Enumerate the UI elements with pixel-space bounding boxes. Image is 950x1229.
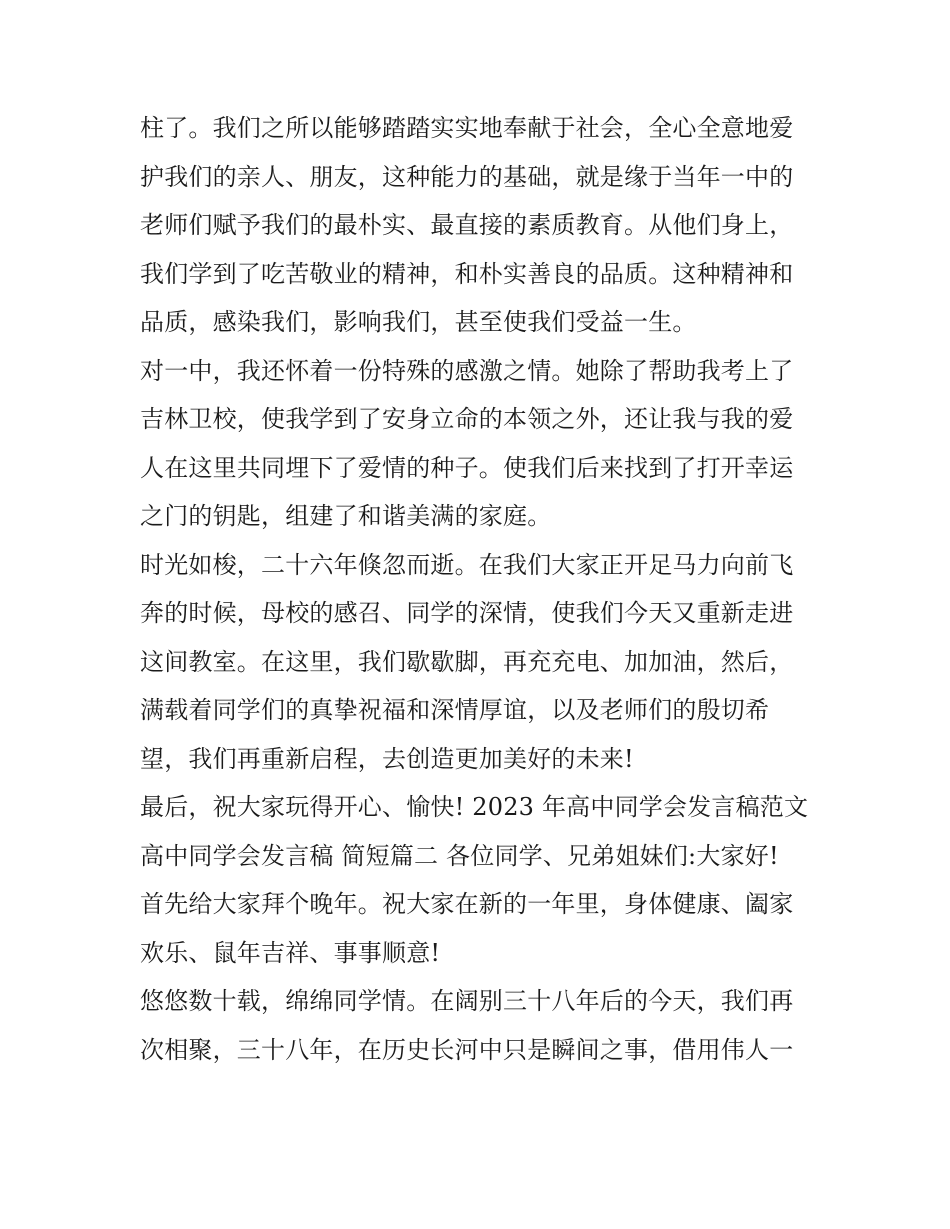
text-line: 这间教室。在这里，我们歇歇脚，再充充电、加加油，然后， (140, 647, 794, 676)
text-line: 满载着同学们的真挚祝福和深情厚谊，以及老师们的殷切希 (140, 696, 770, 724)
text-line: 我们学到了吃苦敬业的精神，和朴实善良的品质。这种精神和 (140, 259, 794, 288)
text-line: 奔的时候，母校的感召、同学的深情，使我们今天又重新走进 (140, 599, 794, 627)
text-line: 品质，感染我们，影响我们，甚至使我们受益一生。 (140, 308, 697, 336)
text-line: 之门的钥匙，组建了和谐美满的家庭。 (140, 502, 552, 530)
text-line: 吉林卫校，使我学到了安身立命的本领之外，还让我与我的爱 (140, 405, 794, 433)
text-line: 对一中，我还怀着一份特殊的感激之情。她除了帮助我考上了 (140, 356, 794, 385)
text-line: 首先给大家拜个晚年。祝大家在新的一年里，身体健康、阖家 (140, 890, 794, 918)
text-line: 最后，祝大家玩得开心、愉快! 2023 年高中同学会发言稿范文 (140, 793, 809, 821)
body-text (140, 104, 820, 1074)
text-line: 人在这里共同埋下了爱情的种子。使我们后来找到了打开幸运 (140, 453, 794, 482)
text-line: 时光如梭，二十六年倏忽而逝。在我们大家正开足马力向前飞 (140, 550, 794, 579)
text-line: 次相聚，三十八年，在历史长河中只是瞬间之事，借用伟人一 (140, 1035, 794, 1064)
text-line: 望，我们再重新启程，去创造更加美好的未来! (140, 744, 634, 773)
text-line: 高中同学会发言稿 简短篇二 各位同学、兄弟姐妹们:大家好! (140, 841, 779, 870)
text-line: 护我们的亲人、朋友，这种能力的基础，就是缘于当年一中的 (140, 162, 794, 191)
text-line: 柱了。我们之所以能够踏踏实实地奉献于社会，全心全意地爱 (140, 114, 794, 142)
text-line: 老师们赋予我们的最朴实、最直接的素质教育。从他们身上， (140, 211, 794, 239)
text-line: 欢乐、鼠年吉祥、事事顺意! (140, 938, 441, 967)
text-line: 悠悠数十载，绵绵同学情。在阔别三十八年后的今天，我们再 (140, 987, 794, 1015)
